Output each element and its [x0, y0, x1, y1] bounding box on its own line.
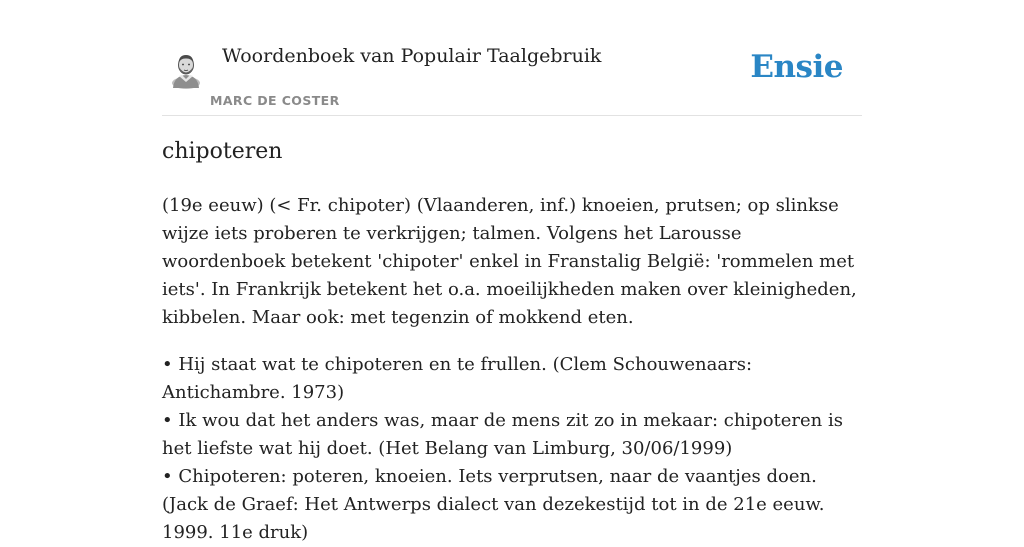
book-title[interactable]: Woordenboek van Populair Taalgebruik: [222, 45, 602, 67]
quote-item: • Ik wou dat het anders was, maar de mens zit zo in mekaar: chipoteren is het liefste wat hij doet. (Het Belang van Limburg, 30/06/1999): [162, 410, 843, 459]
author-portrait-icon[interactable]: [170, 52, 202, 88]
quote-item: • Hij staat wat te chipoteren en te frullen. (Clem Schouwenaars: Antichambre. 1973): [162, 354, 753, 403]
entry-definition: (19e eeuw) (< Fr. chipoter) (Vlaanderen, inf.) knoeien, prutsen; op slinkse wijze iets proberen te verkrijgen; talmen. Volgens het Larousse woordenboek betekent 'chipoter' enkel in Franstalig België: 'rommelen met iets'. In Frankrijk betekent het o.a. moeilijkheden maken over kleinigheden, kibbelen. Maar ook: met tegenzin of mokkend eten.: [162, 195, 857, 328]
quote-item: • Chipoteren: poteren, knoeien. Iets verprutsen, naar de vaantjes doen. (Jack de Graef: Het Antwerps dialect van dezekestijd tot in de 21e eeuw. 1999. 11e druk): [162, 466, 825, 543]
author-name[interactable]: MARC DE COSTER: [210, 93, 340, 108]
ensie-logo[interactable]: Ensie: [750, 49, 843, 85]
site-header: [162, 0, 862, 116]
entry-term: chipoteren: [162, 139, 283, 164]
quote-list: [162, 351, 862, 547]
